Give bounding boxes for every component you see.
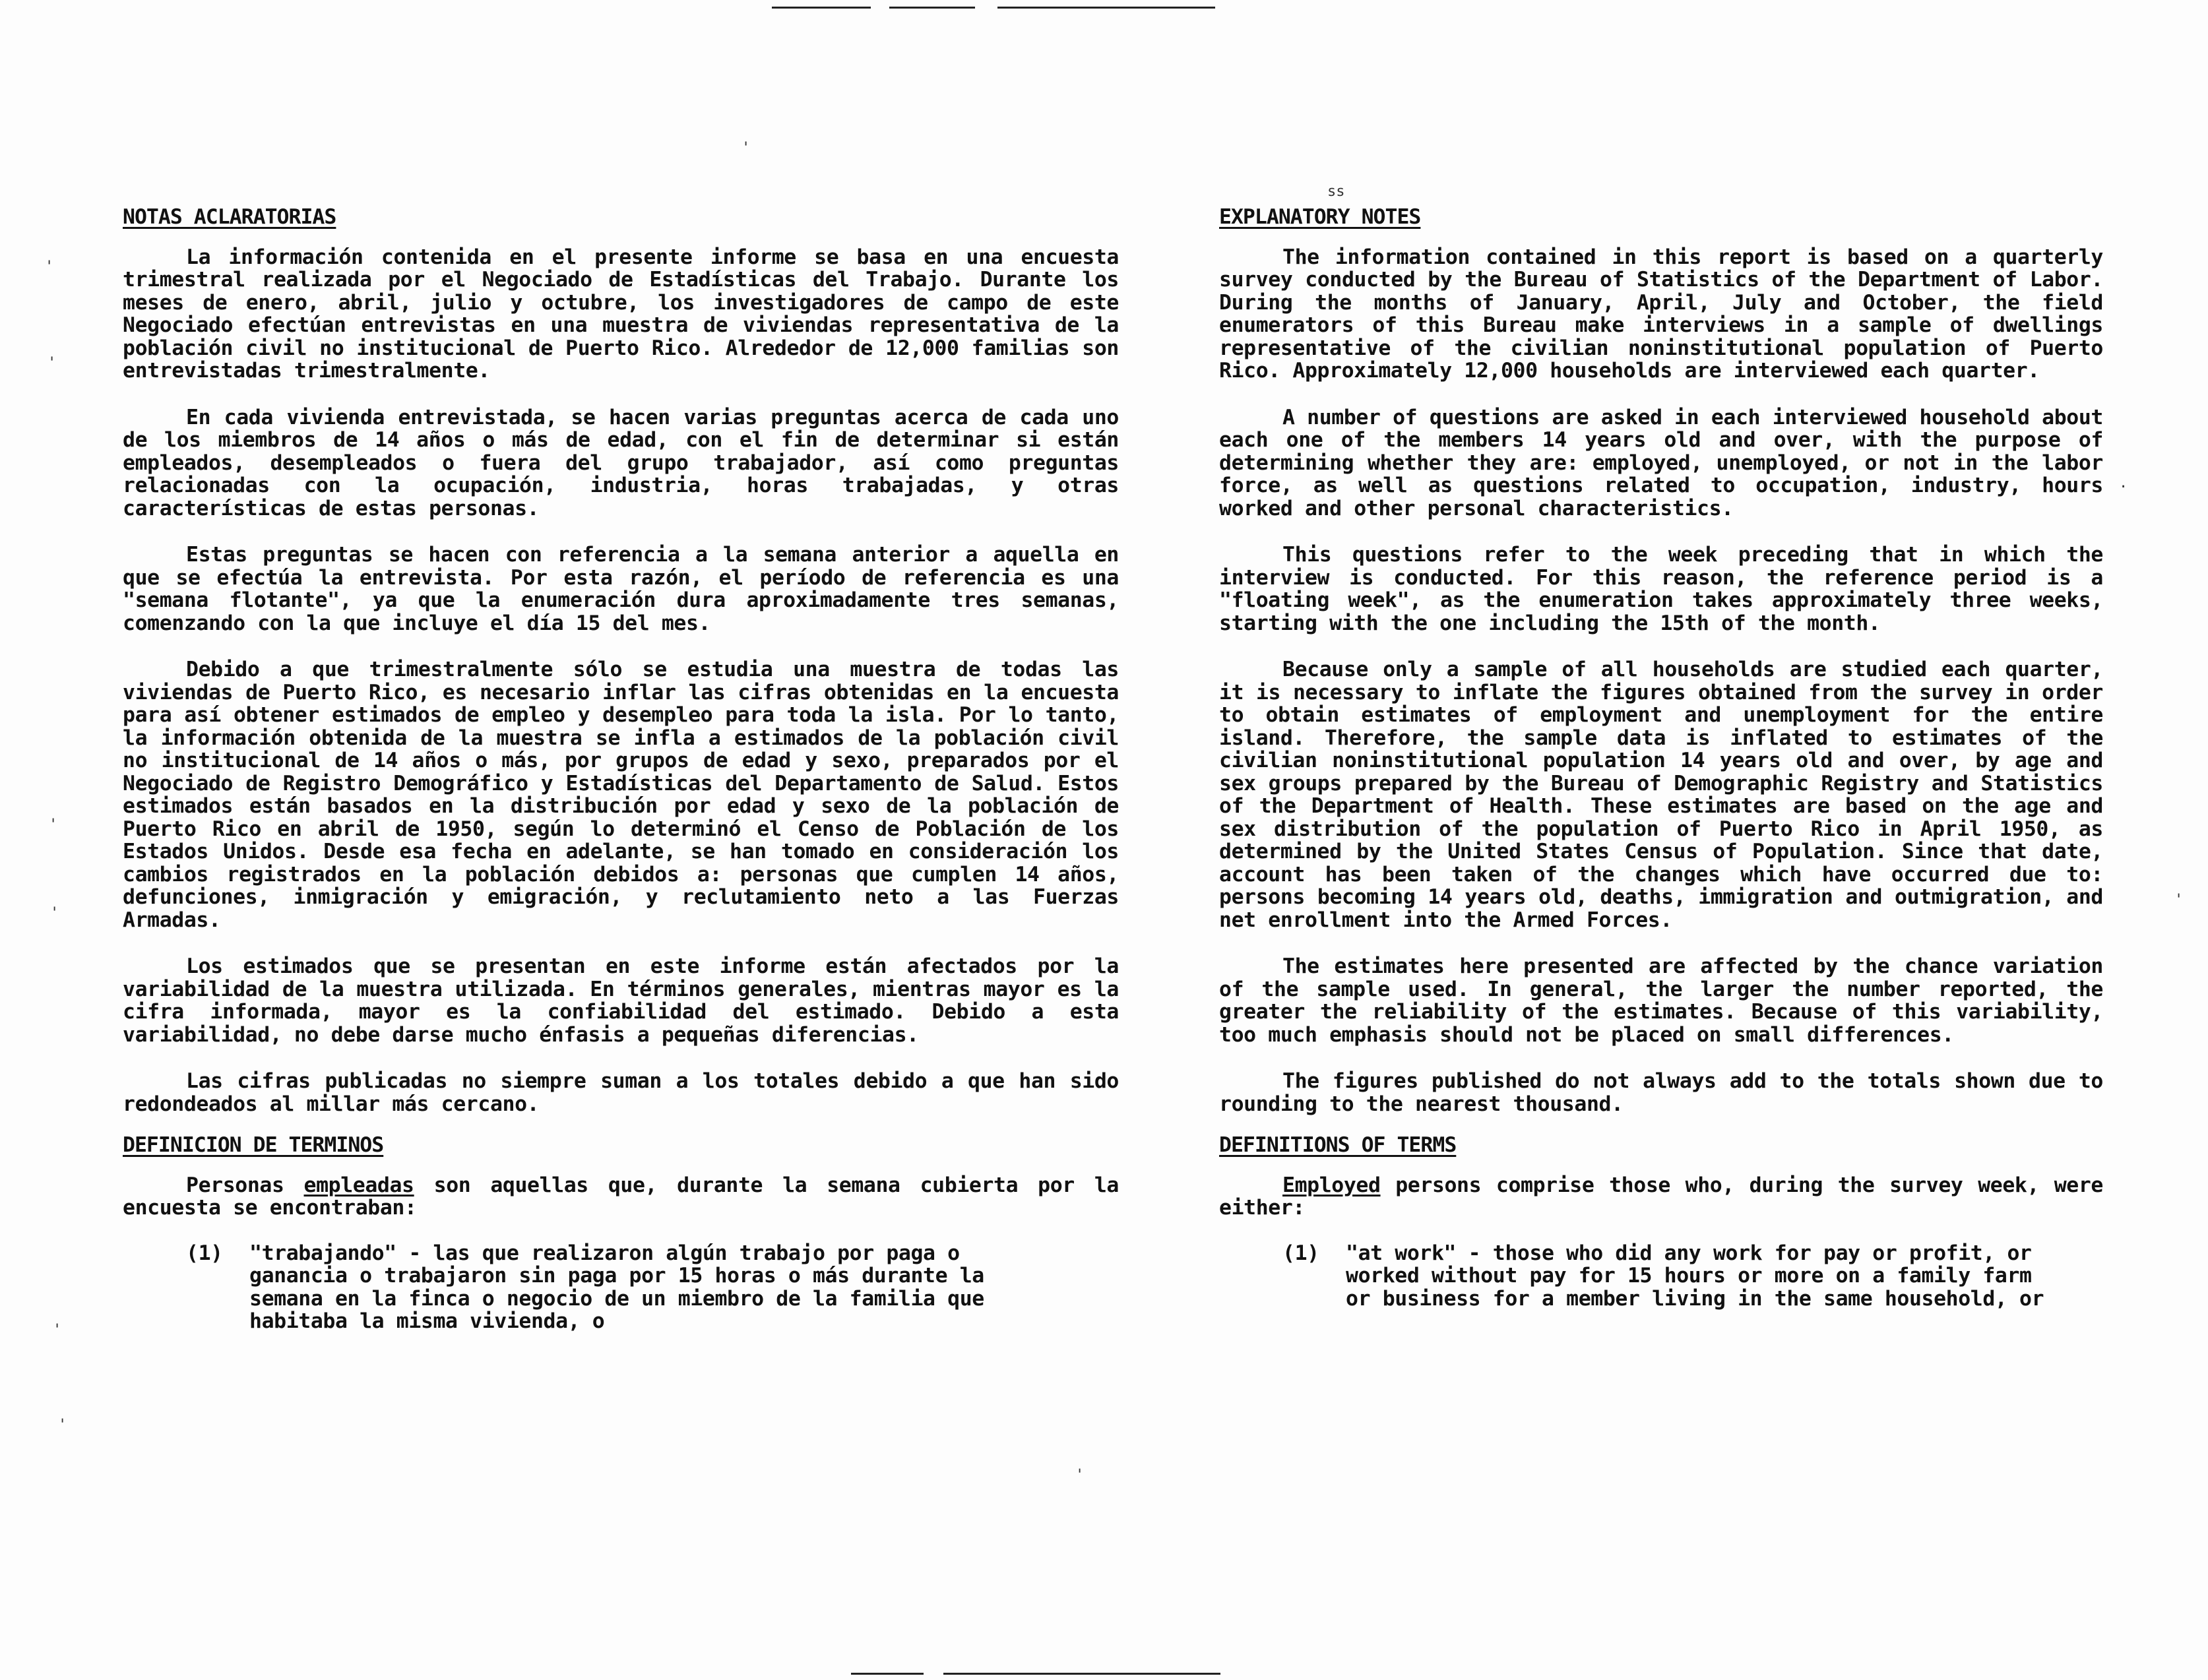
bottom-rule bbox=[943, 1673, 1220, 1675]
item-text: "at work" - those who did any work for pay or profit, or worked without pay for 15 hours or more on a family farm or business for a member living in the same household, or bbox=[1346, 1241, 2044, 1311]
definitions-intro bbox=[123, 1174, 1119, 1220]
definitions-intro bbox=[1219, 1174, 2103, 1220]
paragraph: This questions refer to the week preceding that in which the interview is conducted. For this reason, the reference period is a "floating week", as the enumeration takes approximately three weeks, starting with the one including the 15th of the month. bbox=[1219, 543, 2103, 635]
paragraph: Because only a sample of all households are studied each quarter, it is necessary to inflate the figures obtained from the survey in order to obtain estimates of employment and unemployment for the entire island. Therefore, the sample data is inflated to estimates of the civilian noninstitutional population 14 years old and over, by age and sex groups prepared by the Bureau of Demographic Registry and Statistics of the Department of Health. These estimates are based on the age and sex distribution of the population of Puerto Rico in April 1950, as determined by the United States Census of Population. Since that date, account has been taken of the changes which have occurred due to: persons becoming 14 years old, deaths, immigration and outmigration, and net enrollment into the Armed Forces. bbox=[1219, 658, 2103, 932]
definicion-de-terminos-heading: DEFINICION DE TERMINOS bbox=[123, 1133, 384, 1157]
paragraph: The information contained in this report is based on a quarterly survey conducted by the Bureau of Statistics of the Department of Labor. During the months of January, April, July and October, the field enumerators of this Bureau make interviews in a sample of dwellings representative of the civilian noninstitutional population of Puerto Rico. Approximately 12,000 households are interviewed each quarter. bbox=[1219, 245, 2103, 383]
definitions-intro-rest: persons comprise those who, during the survey week, were either: bbox=[1219, 1173, 2103, 1220]
scan-speck: ' bbox=[50, 905, 59, 921]
scan-speck: ' bbox=[47, 355, 57, 371]
item-number: (1) bbox=[186, 1241, 223, 1265]
paragraph: En cada vivienda entrevistada, se hacen varias preguntas acerca de cada uno de los miembros de 14 años o más de edad, con el fin de determinar si están empleados, desempleados o fuera del grupo trabajador, así como preguntas relacionadas con la ocupación, industria, horas trabajadas, y otras características de estas personas. bbox=[123, 405, 1119, 520]
notas-aclaratorias-heading: NOTAS ACLARATORIAS bbox=[123, 205, 336, 229]
item-number: (1) bbox=[1282, 1241, 1319, 1265]
item-text: "trabajando" - las que realizaron algún trabajo por paga o ganancia o trabajaron sin paga por 15 horas o más durante la semana en la finca o negocio de un miembro de la familia que habitaba la misma vivienda, o bbox=[249, 1241, 984, 1333]
scan-speck: ' bbox=[741, 140, 751, 156]
page-mark: ss bbox=[1327, 183, 1345, 200]
definition-item bbox=[1219, 1242, 2103, 1311]
definition-item bbox=[123, 1242, 1119, 1333]
top-rule bbox=[889, 7, 975, 9]
scan-speck: ' bbox=[49, 817, 58, 833]
paragraph: The estimates here presented are affected by the chance variation of the sample used. In general, the larger the number reported, the greater the reliability of the estimates. Because of this variability, too much emphasis should not be placed on small differences. bbox=[1219, 954, 2103, 1047]
scan-speck: ' bbox=[58, 1417, 67, 1433]
definitions-intro-rest: son aquellas que, durante la semana cubierta por la encuesta se encontraban: bbox=[123, 1173, 1119, 1220]
scan-speck: ' bbox=[2174, 892, 2184, 908]
paragraph: Estas preguntas se hacen con referencia a la semana anterior a aquella en que se efectúa la entrevista. Por esta razón, el período de referencia es una "semana flotante", ya que la enumeración dura aproximadamente tres semanas, comenzando con la que incluye el día 15 del mes. bbox=[123, 543, 1119, 635]
bottom-rule bbox=[851, 1673, 924, 1675]
explanatory-notes-heading: EXPLANATORY NOTES bbox=[1219, 205, 1421, 229]
scan-speck: . bbox=[2119, 475, 2128, 491]
spanish-column bbox=[123, 206, 1119, 1333]
defined-term: Employed bbox=[1282, 1173, 1381, 1197]
scan-speck: ' bbox=[45, 259, 54, 275]
scan-speck: ' bbox=[1075, 1467, 1085, 1483]
paragraph: La información contenida en el presente informe se basa en una encuesta trimestral realizada por el Negociado de Estadísticas del Trabajo. Durante los meses de enero, abril, julio y octubre, los investigadores de campo de este Negociado efectúan entrevistas en una muestra de viviendas representativa de la población civil no institucional de Puerto Rico. Alrededor de 12,000 familias son entrevistadas trimestralmente. bbox=[123, 245, 1119, 383]
top-rule bbox=[997, 7, 1215, 9]
definitions-of-terms-heading: DEFINITIONS OF TERMS bbox=[1219, 1133, 1457, 1157]
paragraph: Debido a que trimestralmente sólo se estudia una muestra de todas las viviendas de Puerto Rico, es necesario inflar las cifras obtenidas en la encuesta para así obtener estimados de empleo y desempleo para toda la isla. Por lo tanto, la información obtenida de la muestra se infla a estimados de la población civil no institucional de 14 años o más, por grupos de edad y sexo, preparados por el Negociado de Registro Demográfico y Estadísticas del Departamento de Salud. Estos estimados están basados en la distribución por edad y sexo de la población de Puerto Rico en abril de 1950, según lo determinó el Censo de Población de los Estados Unidos. Desde esa fecha en adelante, se han tomado en consideración los cambios registrados en la población debidos a: personas que cumplen 14 años, defunciones, inmigración y emigración, y reclutamiento neto a las Fuerzas Armadas. bbox=[123, 658, 1119, 932]
defined-term: empleadas bbox=[303, 1173, 414, 1197]
paragraph: The figures published do not always add to the totals shown due to rounding to the nearest thousand. bbox=[1219, 1069, 2103, 1116]
paragraph: Las cifras publicadas no siempre suman a los totales debido a que han sido redondeados al millar más cercano. bbox=[123, 1069, 1119, 1116]
definitions-intro-start: Personas bbox=[186, 1173, 304, 1197]
english-column bbox=[1219, 206, 2103, 1310]
scan-speck: ' bbox=[53, 1322, 62, 1338]
paragraph: A number of questions are asked in each interviewed household about each one of the members 14 years old and over, with the purpose of determining whether they are: employed, unemployed, or not in the labor force, as well as questions related to occupation, industry, hours worked and other personal characteristics. bbox=[1219, 405, 2103, 520]
top-rule bbox=[772, 7, 871, 9]
paragraph: Los estimados que se presentan en este informe están afectados por la variabilidad de la muestra utilizada. En términos generales, mientras mayor es la cifra informada, mayor es la confiabilidad del estimado. Debido a esta variabilidad, no debe darse mucho énfasis a pequeñas diferencias. bbox=[123, 954, 1119, 1047]
